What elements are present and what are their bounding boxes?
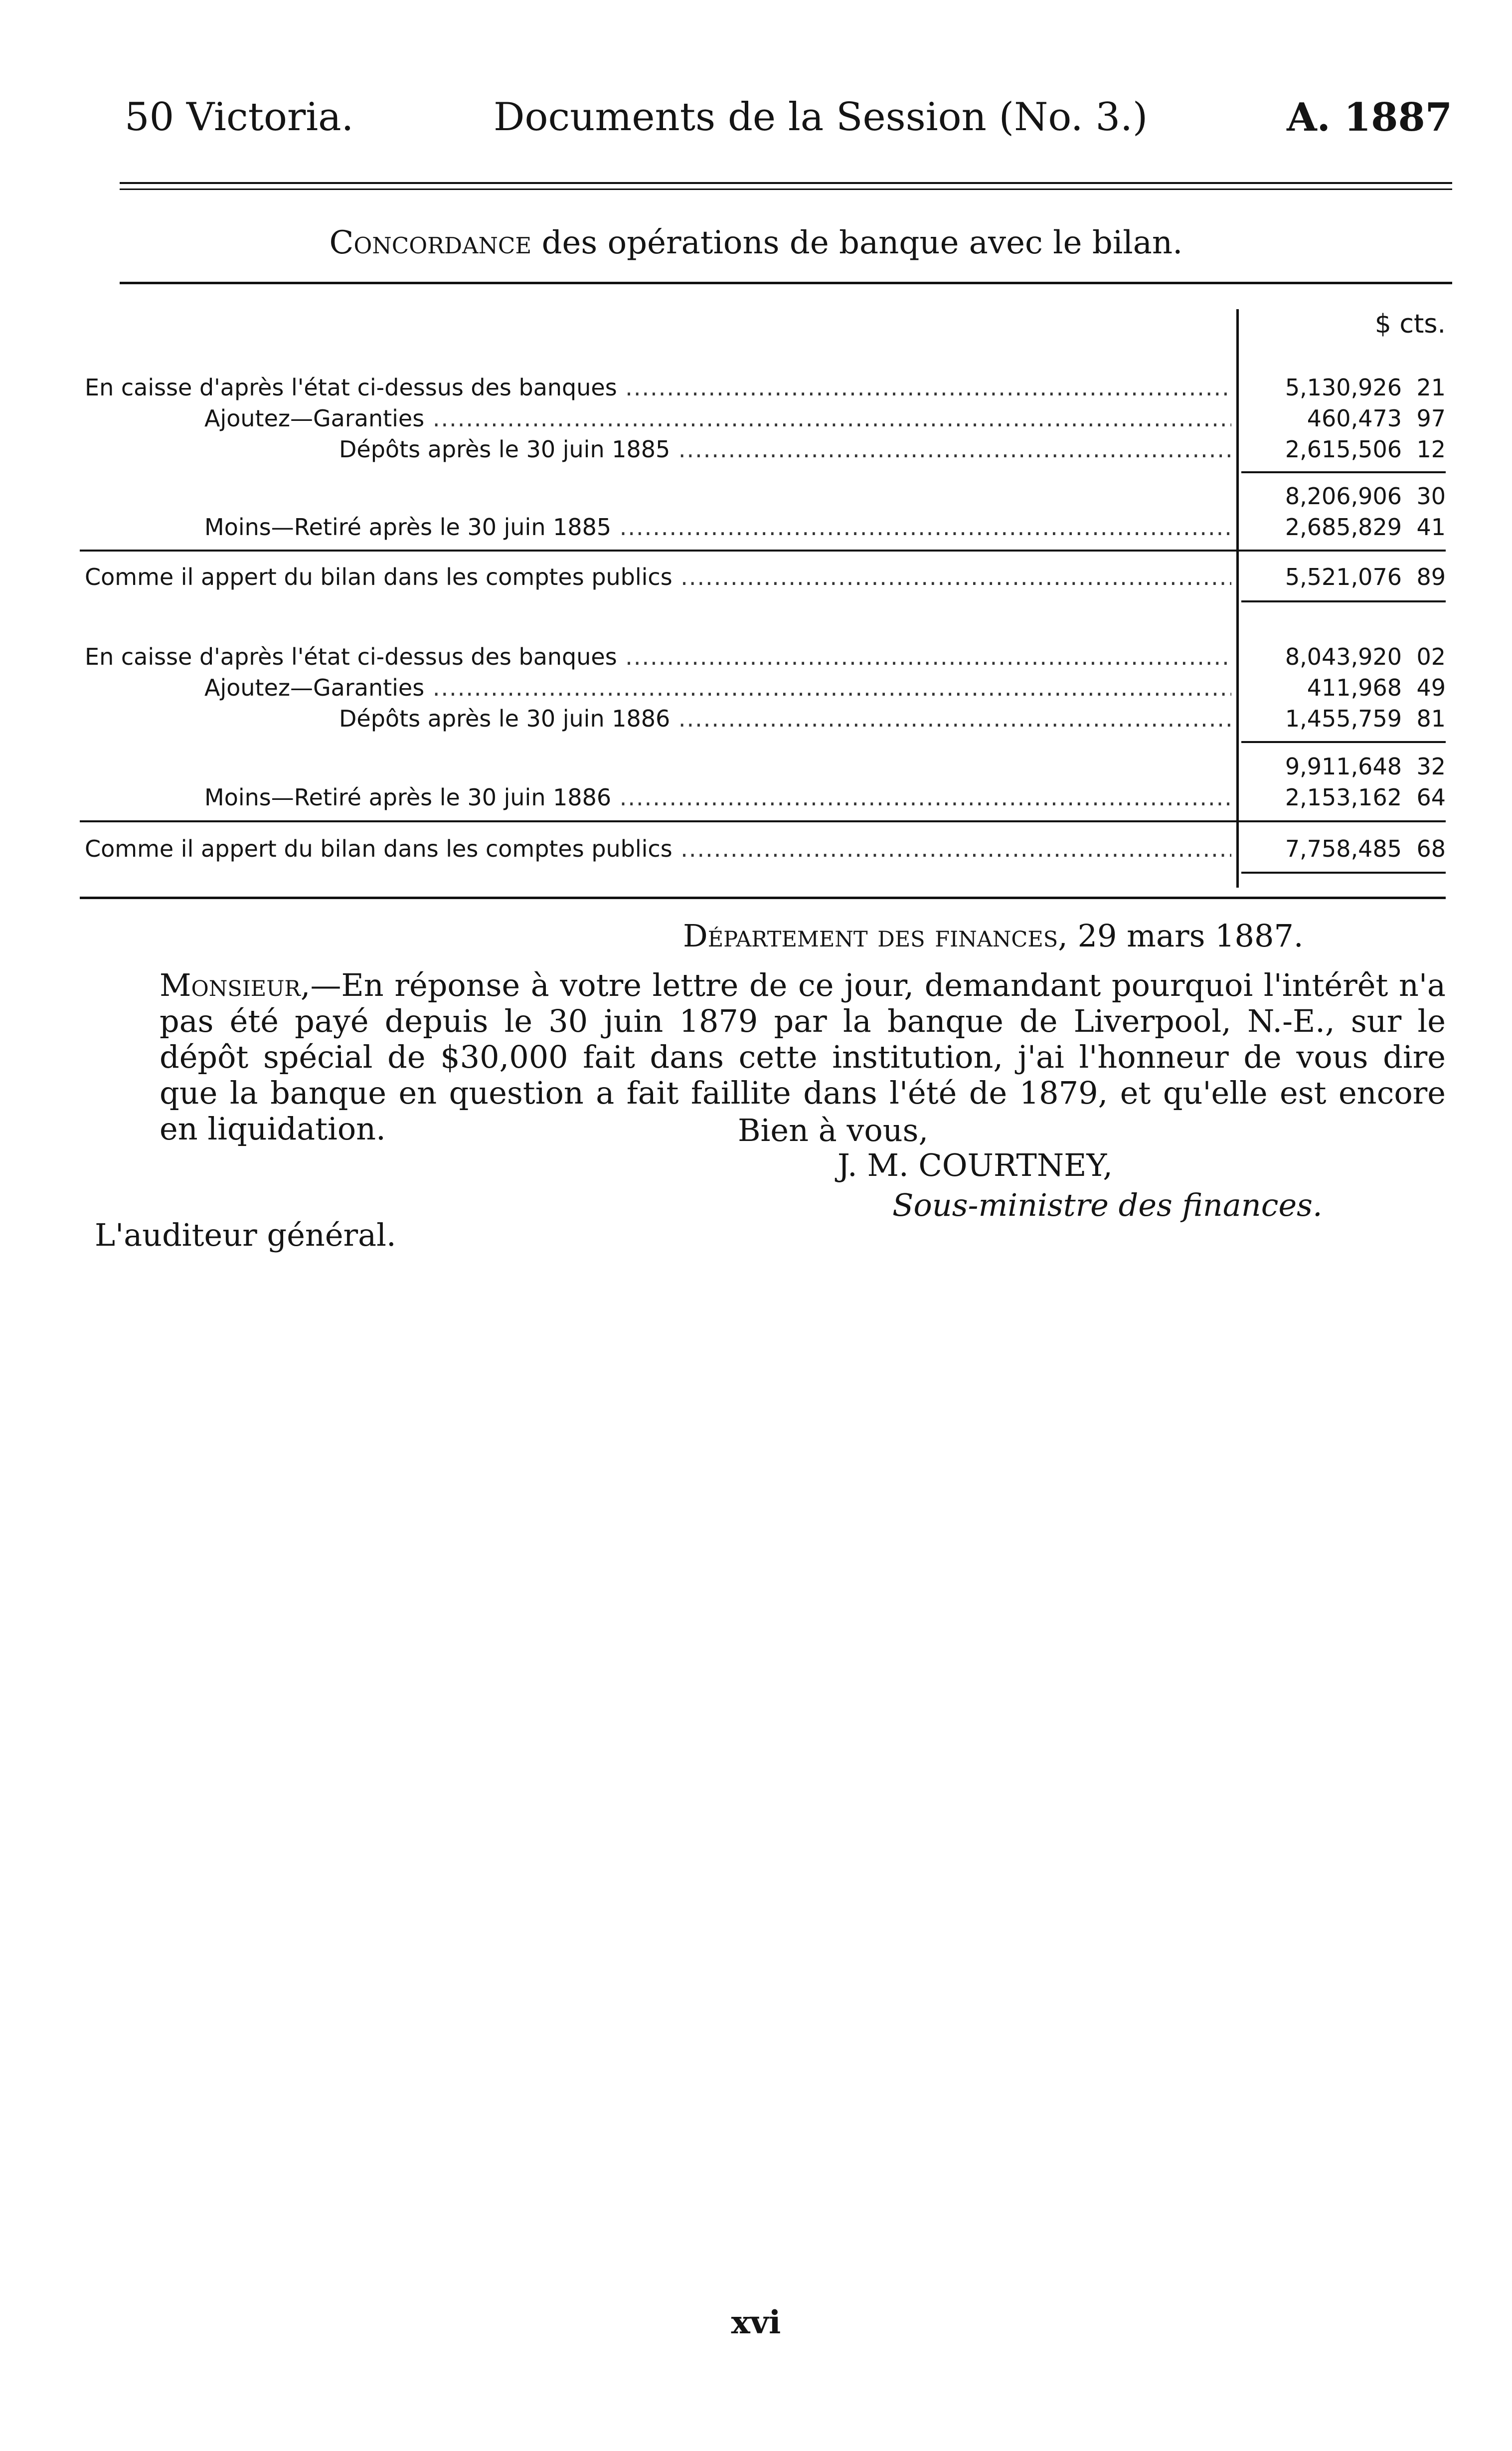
table-row [80, 781, 1446, 813]
closing: Bien à vous, [738, 1112, 929, 1148]
table-bottom-rule [80, 897, 1446, 899]
row-amount: 7,758,485 68 [1285, 835, 1446, 862]
table-row [80, 561, 1446, 593]
total-underline [1241, 872, 1446, 874]
row-label: Moins—Retiré après le 30 juin 1885 ..... [80, 511, 1231, 543]
table-row [80, 480, 1446, 512]
table-row [80, 511, 1446, 543]
row-amount: 2,615,506 12 [1285, 436, 1446, 463]
row-label: Comme il appert du bilan dans les comptes publics ..... [80, 561, 1231, 593]
table-row [80, 433, 1446, 465]
currency-header: $ cts. [1374, 309, 1446, 339]
header-rule-bottom [120, 189, 1452, 190]
total-line [80, 820, 1446, 822]
table-row [80, 641, 1446, 673]
letter-dateline [683, 918, 1304, 954]
salutation: Monsieur, [160, 967, 311, 1003]
header-left: 50 Victoria. [125, 95, 354, 140]
total-underline [1241, 600, 1446, 602]
row-amount: 5,130,926 21 [1285, 374, 1446, 401]
row-label: Dépôts après le 30 juin 1885 ..... [80, 433, 1231, 465]
row-amount: 411,968 49 [1307, 674, 1446, 701]
header-right: A. 1887 [1287, 95, 1452, 140]
letter-date: 29 mars 1887. [1067, 918, 1304, 954]
title-rest: des opérations de banque avec le bilan. [531, 224, 1183, 261]
header-center: Documents de la Session (No. 3.) [494, 95, 1148, 140]
row-amount: 8,043,920 02 [1285, 643, 1446, 670]
row-amount: 8,206,906 30 [1285, 483, 1446, 510]
row-amount: 2,685,829 41 [1285, 514, 1446, 541]
row-label: Ajoutez—Garanties ..... [80, 672, 1231, 704]
table-row [80, 672, 1446, 704]
body-text: —En réponse à votre lettre de ce jour, demandant pourquoi l'intérêt n'a pas été payé depuis le 30 juin 1879 par la banque de Liverpool, N.-E., sur le dépôt spécial de $30,000 fait dans cette institution, j'ai l'honneur de vous dire que la banque en question a fait faillite dans l'été de 1879, et qu'elle est encore en liquidation. [160, 967, 1446, 1147]
row-label: En caisse d'après l'état ci-dessus des banques ..... [80, 372, 1231, 403]
page-title [0, 224, 1512, 261]
subtotal-line [1241, 471, 1446, 473]
signature-title: Sous-ministre des finances. [892, 1187, 1323, 1223]
row-label: Ajoutez—Garanties ..... [80, 402, 1231, 434]
total-line [80, 550, 1446, 552]
subtotal-line [1241, 741, 1446, 743]
recipient: L'auditeur général. [95, 1217, 396, 1253]
row-amount: 9,911,648 32 [1285, 753, 1446, 780]
table-row [80, 751, 1446, 782]
table-row [80, 402, 1446, 434]
department-name: Département des finances, [683, 918, 1068, 954]
running-header [125, 95, 1452, 150]
header-rule-top [120, 182, 1452, 184]
row-amount: 5,521,076 89 [1285, 564, 1446, 590]
table-row [80, 372, 1446, 403]
row-label: Comme il appert du bilan dans les comptes publics ..... [80, 833, 1231, 865]
row-label: Dépôts après le 30 juin 1886 ..... [80, 703, 1231, 735]
row-amount: 2,153,162 64 [1285, 784, 1446, 811]
row-amount: 460,473 97 [1307, 405, 1446, 432]
title-rule [120, 282, 1452, 284]
page-number: xvi [731, 2304, 781, 2341]
row-label: Moins—Retiré après le 30 juin 1886 ..... [80, 781, 1231, 813]
signature-name: J. M. COURTNEY, [838, 1147, 1113, 1183]
title-lead: Concordance [329, 224, 532, 261]
table-row [80, 703, 1446, 735]
table-row [80, 833, 1446, 865]
row-label: En caisse d'après l'état ci-dessus des banques ..... [80, 641, 1231, 673]
row-amount: 1,455,759 81 [1285, 705, 1446, 732]
